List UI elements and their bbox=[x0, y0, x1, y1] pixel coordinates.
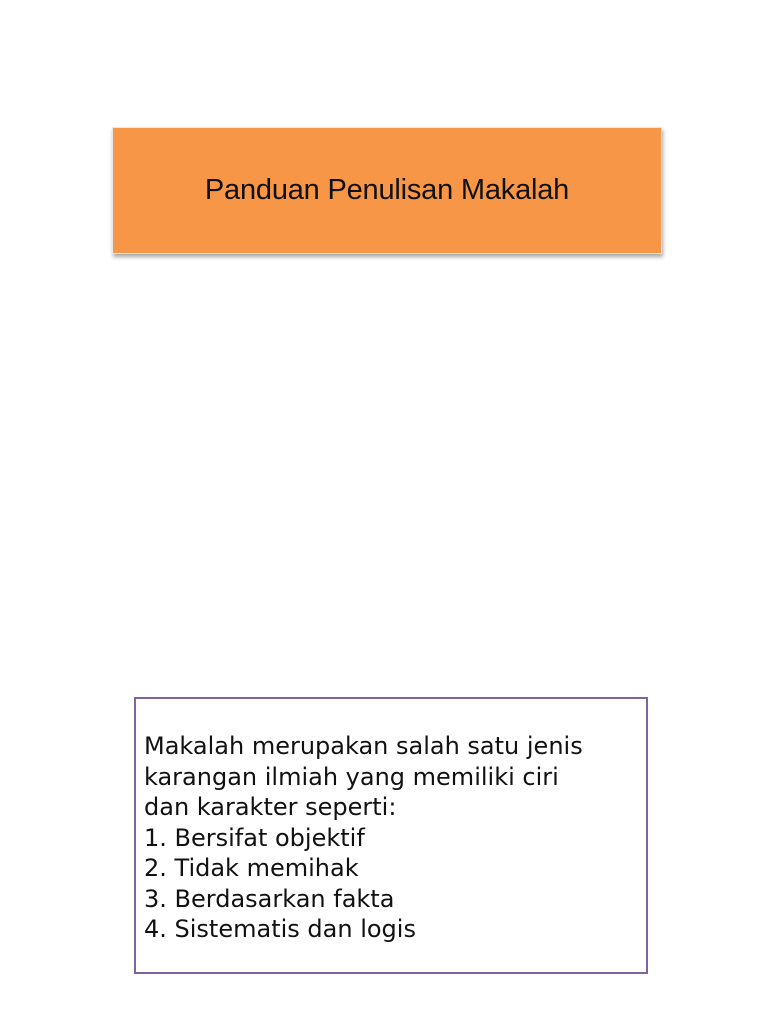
body-line: karangan ilmiah yang memiliki ciri bbox=[144, 762, 559, 791]
list-item: 3. Berdasarkan fakta bbox=[144, 884, 395, 913]
title-box bbox=[112, 127, 662, 254]
body-line: Makalah merupakan salah satu jenis bbox=[144, 732, 583, 760]
list-item: 1. Bersifat objektif bbox=[144, 823, 365, 852]
content-box bbox=[134, 697, 648, 974]
slide-title: Panduan Penulisan Makalah bbox=[204, 174, 570, 206]
body-line: dan karakter seperti: bbox=[144, 793, 397, 821]
list-item: 4. Sistematis dan logis bbox=[144, 915, 416, 943]
list-item: 2. Tidak memihak bbox=[144, 854, 359, 882]
